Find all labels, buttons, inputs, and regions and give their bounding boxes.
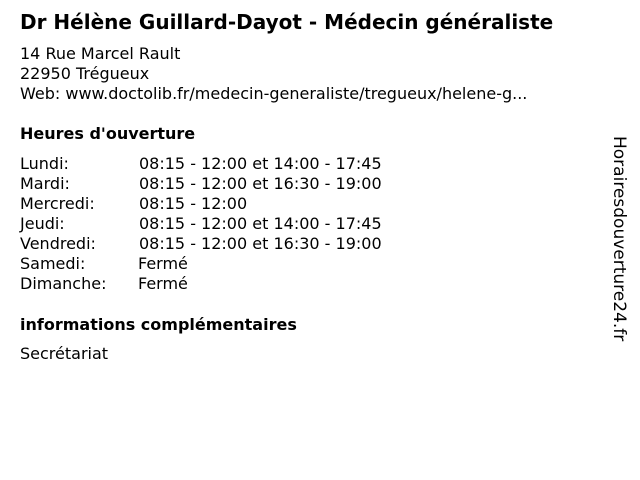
watermark-text: Horairesdouverture24.fr (609, 136, 629, 342)
time-value: Fermé (138, 274, 188, 293)
additional-info-text: Secrétariat (20, 344, 109, 363)
day-label: Mardi: (20, 174, 70, 193)
time-value: 08:15 - 12:00 (139, 194, 248, 213)
day-label: Jeudi: (20, 214, 65, 233)
time-value: 08:15 - 12:00 et 16:30 - 19:00 (139, 234, 382, 253)
time-value: 08:15 - 12:00 et 16:30 - 19:00 (139, 174, 382, 193)
address-street: 14 Rue Marcel Rault (20, 44, 181, 63)
day-label: Lundi: (20, 154, 69, 173)
additional-info-heading: informations complémentaires (20, 315, 297, 334)
address-block (20, 44, 527, 104)
day-label: Dimanche: (20, 274, 107, 293)
page-title: Dr Hélène Guillard-Dayot - Médecin généraliste (20, 10, 554, 34)
time-value: 08:15 - 12:00 et 14:00 - 17:45 (139, 214, 382, 233)
time-value: Fermé (138, 254, 188, 273)
time-value: 08:15 - 12:00 et 14:00 - 17:45 (139, 154, 382, 173)
day-label: Vendredi: (20, 234, 96, 253)
opening-hours-heading: Heures d'ouverture (20, 124, 196, 143)
address-city: 22950 Trégueux (20, 64, 150, 83)
day-label: Samedi: (20, 254, 86, 273)
website-link[interactable]: Web: www.doctolib.fr/medecin-generaliste/tregueux/helene-g... (20, 84, 528, 103)
day-label: Mercredi: (20, 194, 95, 213)
site-watermark (608, 136, 638, 346)
